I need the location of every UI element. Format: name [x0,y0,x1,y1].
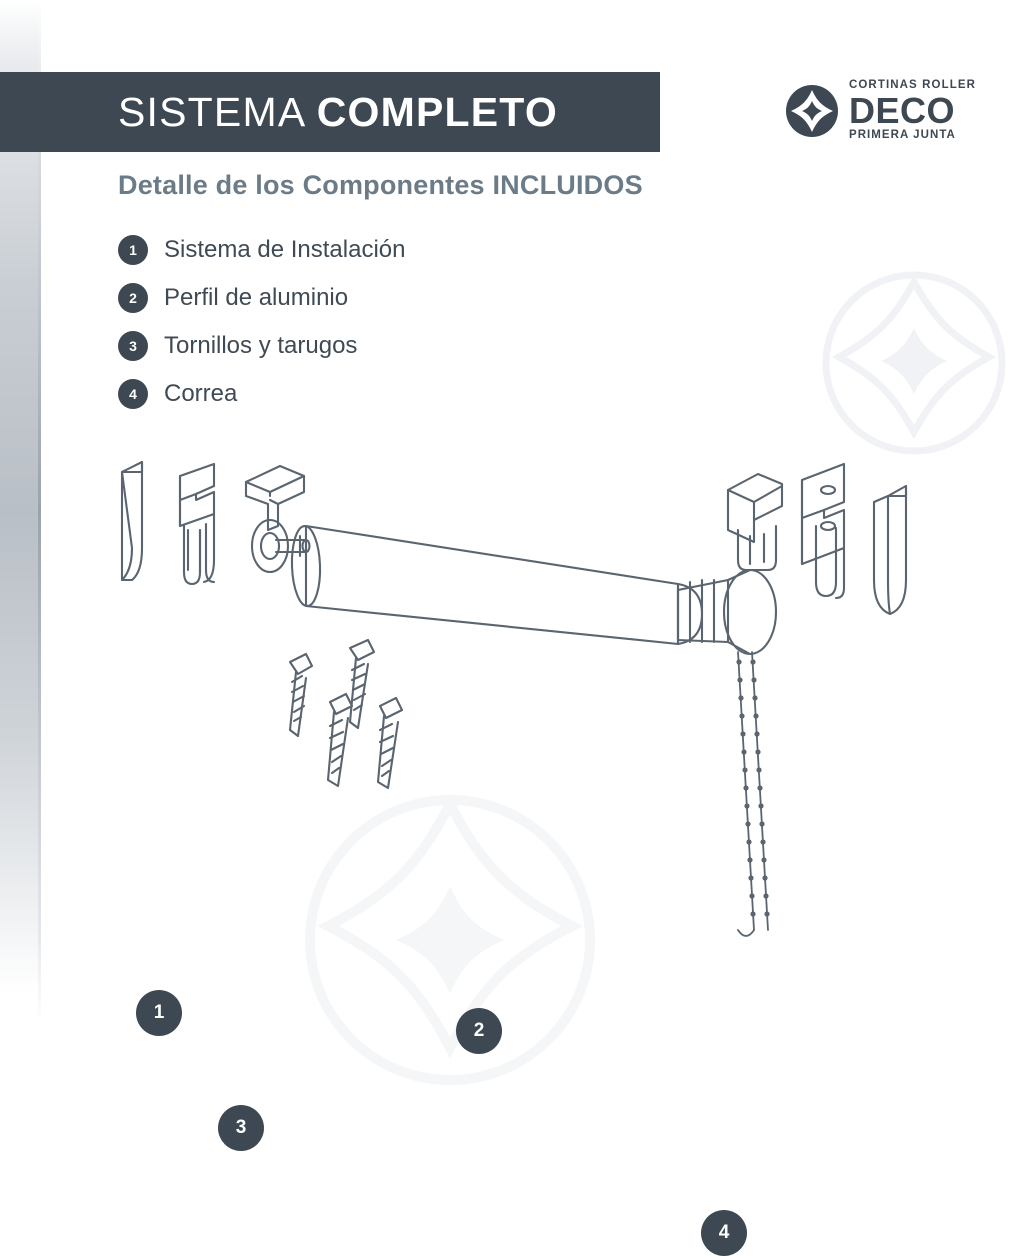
brand-top-line: CORTINAS ROLLER [848,79,976,91]
brand-wordmark [849,80,976,141]
diagram-callout-3: 3 [218,1105,264,1151]
exploded-diagram [38,430,1024,1243]
end-cap-right [874,486,906,614]
list-item [118,322,678,370]
list-item [118,274,678,322]
legend-number-badge: 2 [118,283,148,313]
chain-beads [736,659,769,916]
brand-logo [785,80,976,141]
brand-bottom-line: PRIMERA JUNTA [848,128,956,141]
list-item [118,226,678,274]
section-subtitle: Detalle de los Componentes INCLUIDOS [118,170,643,200]
legend-number-badge: 1 [118,235,148,265]
bracket-plate-right [802,464,844,598]
clutch-assembly [678,570,776,654]
clutch-bracket-group [728,474,782,570]
deco-four-petal-logo-icon [785,84,839,138]
legend-item-label: Perfil de aluminio [164,284,349,311]
title-band [0,72,660,152]
page-title [118,89,558,136]
diagram-callout-4: 4 [701,1210,747,1256]
components-legend [118,226,678,418]
left-gradient-bar [0,0,38,1024]
legend-number-badge: 3 [118,331,148,361]
aluminium-tube [291,526,702,644]
brand-name: DECO [848,89,955,131]
legend-number-badge: 4 [118,379,148,409]
wall-bracket-left [180,464,214,584]
diagram-callout-1: 1 [136,990,182,1036]
diagram-callout-2: 2 [456,1008,502,1054]
legend-item-label: Tornillos y tarugos [164,332,358,359]
end-cap-plate [122,462,142,580]
screws-and-plugs [290,640,402,788]
page-title-bold: COMPLETO [316,88,558,135]
chain-loop [738,652,768,936]
legend-item-label: Correa [164,380,238,407]
page-title-light: SISTEMA [118,88,317,135]
diagram-linework [38,430,1024,990]
legend-item-label: Sistema de Instalación [164,236,406,263]
list-item [118,370,678,418]
